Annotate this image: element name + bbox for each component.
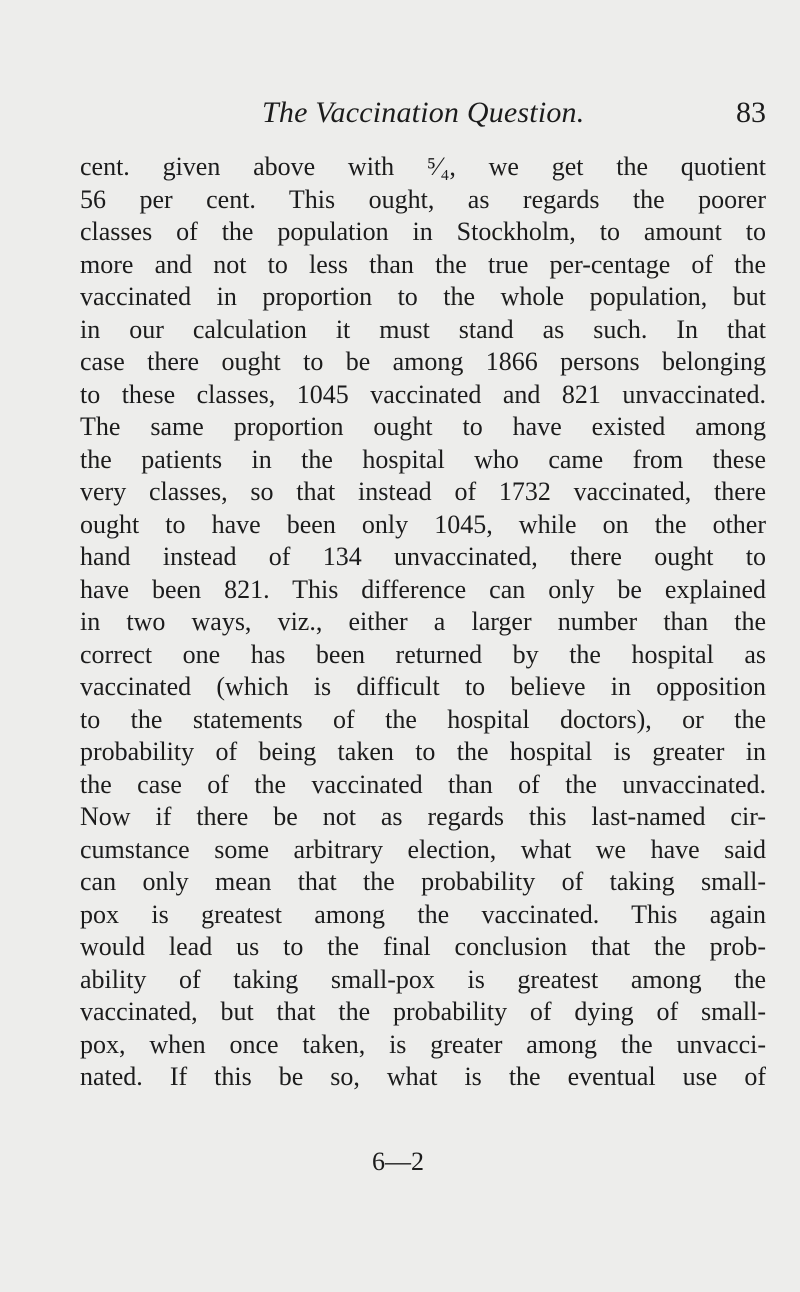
text-line: can only mean that the probability of taking small-: [80, 867, 766, 896]
text-line: Now if there be not as regards this last-named cir-: [80, 802, 766, 831]
text-line: to these classes, 1045 vaccinated and 821 unvaccinated.: [80, 379, 766, 409]
text-line: very classes, so that instead of 1732 vaccinated, there: [80, 477, 766, 506]
text-line: ought to have been only 1045, while on the other: [80, 509, 766, 539]
text-line: have been 821. This difference can only be explained: [80, 574, 766, 604]
text-line: pox is greatest among the vaccinated. This again: [80, 899, 766, 929]
text-line: The same proportion ought to have existed among: [80, 412, 766, 441]
text-line: in two ways, viz., either a larger number than the: [80, 607, 766, 636]
text-line: the patients in the hospital who came from these: [80, 444, 766, 474]
body-text: [80, 151, 766, 1094]
page-number: 83: [736, 96, 766, 129]
text-line: correct one has been returned by the hospital as: [80, 639, 766, 669]
text-line: nated. If this be so, what is the eventual use of: [80, 1062, 766, 1091]
text-line: classes of the population in Stockholm, to amount to: [80, 217, 766, 246]
running-head: [80, 96, 766, 132]
text-line: ability of taking small-pox is greatest among the: [80, 964, 766, 994]
text-line: probability of being taken to the hospital is greater in: [80, 737, 766, 766]
text-line: would lead us to the final conclusion that the prob-: [80, 932, 766, 961]
text-line: case there ought to be among 1866 persons belonging: [80, 347, 766, 376]
text-line: to the statements of the hospital doctors), or the: [80, 704, 766, 734]
running-title: The Vaccination Question.: [262, 96, 585, 129]
text-line: pox, when once taken, is greater among the unvacci-: [80, 1029, 766, 1059]
text-line: cent. given above with ⁵⁄₄, we get the quotient: [80, 152, 766, 181]
text-line: vaccinated, but that the probability of dying of small-: [80, 997, 766, 1026]
text-line: vaccinated (which is difficult to believe in opposition: [80, 672, 766, 701]
text-line: hand instead of 134 unvaccinated, there ought to: [80, 542, 766, 571]
text-line: more and not to less than the true per-centage of the: [80, 249, 766, 279]
signature-mark: 6—2: [372, 1147, 424, 1176]
text-line: 56 per cent. This ought, as regards the poorer: [80, 184, 766, 214]
text-line: vaccinated in proportion to the whole population, but: [80, 282, 766, 311]
text-line: in our calculation it must stand as such. In that: [80, 314, 766, 344]
text-line: cumstance some arbitrary election, what we have said: [80, 834, 766, 864]
text-line: the case of the vaccinated than of the unvaccinated.: [80, 769, 766, 799]
